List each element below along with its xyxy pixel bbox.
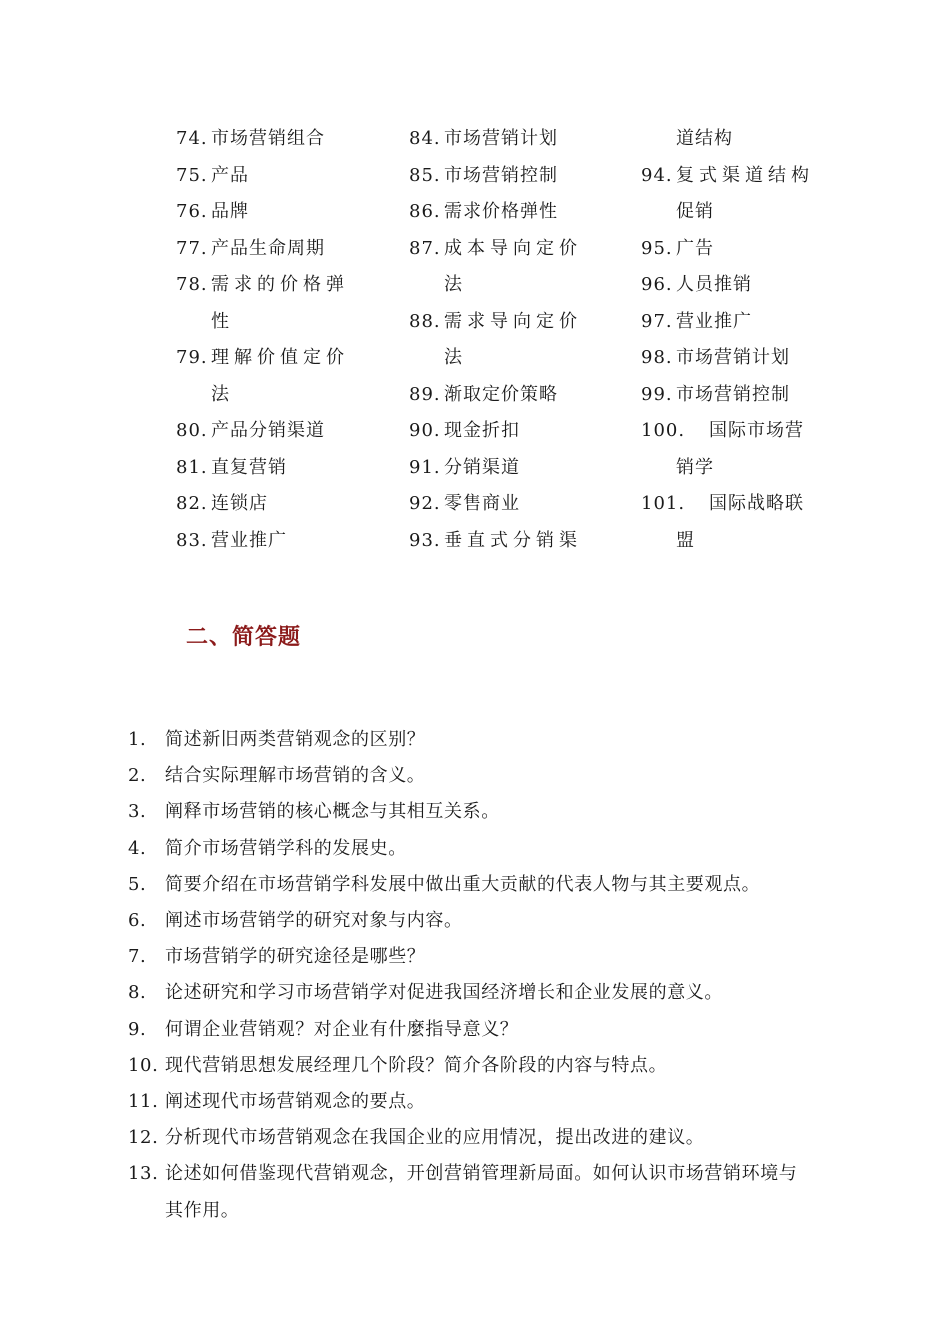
term-continuation bbox=[176, 377, 376, 414]
term-continuation bbox=[176, 304, 376, 341]
term-item bbox=[409, 523, 599, 560]
term-number: 96. bbox=[641, 274, 673, 295]
term-text: 市场营销计划 bbox=[444, 128, 558, 149]
term-text: 复式渠道结构 bbox=[676, 164, 814, 186]
term-item bbox=[641, 413, 841, 450]
term-number: 95. bbox=[641, 237, 673, 259]
term-item bbox=[641, 231, 841, 268]
question-number: 8. bbox=[128, 982, 147, 1004]
term-item bbox=[409, 231, 599, 268]
question-number: 10. bbox=[128, 1054, 159, 1076]
term-text: 连锁店 bbox=[211, 493, 268, 514]
question-text: 论述研究和学习市场营销学对促进我国经济增长和企业发展的意义。 bbox=[165, 982, 723, 1004]
term-item bbox=[409, 194, 599, 231]
question-number: 1. bbox=[128, 729, 147, 750]
question-text: 何谓企业营销观？对企业有什麼指导意义？ bbox=[165, 1018, 519, 1040]
question-item bbox=[128, 722, 828, 758]
term-number: 74. bbox=[176, 128, 208, 149]
term-text: 现金折扣 bbox=[444, 420, 520, 441]
term-number: 83. bbox=[176, 529, 208, 551]
term-text: 市场营销计划 bbox=[676, 347, 790, 368]
term-text: 产品 bbox=[211, 164, 249, 186]
term-continuation bbox=[409, 340, 599, 377]
term-text-continued: 道结构 bbox=[676, 128, 733, 149]
term-item bbox=[409, 450, 599, 487]
term-item bbox=[641, 340, 841, 377]
term-number: 80. bbox=[176, 420, 208, 441]
term-text: 需求价格弹性 bbox=[444, 201, 558, 222]
question-item bbox=[128, 1012, 828, 1048]
term-item bbox=[641, 267, 841, 304]
question-item bbox=[128, 867, 828, 903]
term-text-continued: 法 bbox=[444, 347, 463, 368]
term-number: 84. bbox=[409, 128, 441, 149]
term-item bbox=[641, 377, 841, 414]
term-number: 89. bbox=[409, 383, 441, 405]
term-continuation bbox=[409, 267, 599, 304]
term-text-continued: 性 bbox=[211, 310, 230, 332]
term-item bbox=[641, 304, 841, 341]
term-text: 营业推广 bbox=[211, 529, 287, 551]
term-continuation bbox=[641, 523, 841, 560]
term-item bbox=[176, 231, 376, 268]
question-text: 简要介绍在市场营销学科发展中做出重大贡献的代表人物与其主要观点。 bbox=[165, 873, 761, 895]
term-item bbox=[409, 486, 599, 523]
term-text: 需求导向定价 bbox=[444, 310, 582, 332]
term-item bbox=[176, 340, 376, 377]
section-heading: 二、简答题 bbox=[186, 625, 302, 650]
question-number: 13. bbox=[128, 1163, 159, 1185]
term-text: 产品生命周期 bbox=[211, 237, 325, 259]
question-number: 3. bbox=[128, 801, 147, 823]
term-continuation bbox=[641, 121, 841, 158]
term-number: 98. bbox=[641, 347, 673, 368]
term-text-continued: 促销 bbox=[676, 201, 714, 222]
term-item bbox=[409, 377, 599, 414]
term-text-continued: 盟 bbox=[676, 529, 695, 551]
term-text: 市场营销组合 bbox=[211, 128, 325, 149]
term-text: 成本导向定价 bbox=[444, 237, 582, 259]
term-number: 75. bbox=[176, 164, 208, 186]
terms-column-3 bbox=[641, 121, 841, 559]
term-item bbox=[176, 450, 376, 487]
question-list bbox=[128, 722, 828, 1229]
term-text: 品牌 bbox=[211, 201, 249, 222]
term-text-continued: 销学 bbox=[676, 456, 714, 478]
term-number: 76. bbox=[176, 201, 208, 222]
term-item bbox=[176, 486, 376, 523]
question-number: 6. bbox=[128, 910, 147, 932]
question-text: 现代营销思想发展经理几个阶段？简介各阶段的内容与特点。 bbox=[165, 1054, 668, 1076]
question-item bbox=[128, 758, 828, 794]
question-item bbox=[128, 1156, 828, 1228]
term-number: 93. bbox=[409, 529, 441, 551]
question-text: 阐述市场营销学的研究对象与内容。 bbox=[165, 910, 463, 932]
question-item bbox=[128, 1048, 828, 1084]
question-item bbox=[128, 831, 828, 867]
question-item bbox=[128, 1120, 828, 1156]
term-item bbox=[176, 194, 376, 231]
term-number: 100. bbox=[641, 420, 686, 441]
question-number: 12. bbox=[128, 1127, 159, 1149]
question-number: 9. bbox=[128, 1018, 147, 1040]
term-text: 市场营销控制 bbox=[676, 383, 790, 405]
term-number: 87. bbox=[409, 237, 441, 259]
question-item bbox=[128, 975, 828, 1011]
terms-column-2 bbox=[409, 121, 599, 559]
term-text: 人员推销 bbox=[676, 274, 752, 295]
question-text: 结合实际理解市场营销的含义。 bbox=[165, 765, 426, 787]
term-number: 94. bbox=[641, 164, 673, 186]
question-number: 5. bbox=[128, 873, 147, 895]
term-text: 渐取定价策略 bbox=[444, 383, 558, 405]
term-number: 85. bbox=[409, 164, 441, 186]
term-number: 99. bbox=[641, 383, 673, 405]
term-item bbox=[176, 523, 376, 560]
question-text: 阐述现代市场营销观念的要点。 bbox=[165, 1091, 426, 1113]
term-text: 零售商业 bbox=[444, 493, 520, 514]
question-number: 4. bbox=[128, 837, 147, 859]
question-text: 论述如何借鉴现代营销观念，开创营销管理新局面。如何认识市场营销环境与其作用。 bbox=[165, 1163, 798, 1221]
term-text: 分销渠道 bbox=[444, 456, 520, 478]
term-text: 直复营销 bbox=[211, 456, 287, 478]
term-text-continued: 法 bbox=[211, 383, 230, 405]
term-text: 营业推广 bbox=[676, 310, 752, 332]
term-number: 77. bbox=[176, 237, 208, 259]
term-item bbox=[641, 158, 841, 195]
question-item bbox=[128, 903, 828, 939]
term-number: 81. bbox=[176, 456, 208, 478]
term-item bbox=[176, 158, 376, 195]
question-number: 2. bbox=[128, 765, 147, 787]
term-number: 79. bbox=[176, 347, 208, 368]
question-text: 市场营销学的研究途径是哪些？ bbox=[165, 946, 426, 968]
term-text: 市场营销控制 bbox=[444, 164, 558, 186]
term-item bbox=[409, 121, 599, 158]
question-text: 阐释市场营销的核心概念与其相互关系。 bbox=[165, 801, 500, 823]
term-item bbox=[409, 304, 599, 341]
term-number: 101. bbox=[641, 493, 686, 514]
term-number: 91. bbox=[409, 456, 441, 478]
question-text: 简介市场营销学科的发展史。 bbox=[165, 837, 407, 859]
term-item bbox=[409, 158, 599, 195]
term-item bbox=[176, 413, 376, 450]
term-number: 82. bbox=[176, 493, 208, 514]
terms-column-1 bbox=[176, 121, 376, 559]
question-number: 11. bbox=[128, 1091, 159, 1113]
question-text: 简述新旧两类营销观念的区别？ bbox=[165, 729, 426, 750]
term-number: 92. bbox=[409, 493, 441, 514]
term-number: 86. bbox=[409, 201, 441, 222]
term-text: 垂直式分销渠 bbox=[444, 529, 582, 551]
term-item bbox=[176, 267, 376, 304]
question-item bbox=[128, 1084, 828, 1120]
term-item bbox=[641, 486, 841, 523]
term-text: 国际市场营 bbox=[709, 420, 804, 441]
term-number: 88. bbox=[409, 310, 441, 332]
term-continuation bbox=[641, 450, 841, 487]
term-item bbox=[176, 121, 376, 158]
question-item bbox=[128, 794, 828, 830]
term-continuation bbox=[641, 194, 841, 231]
question-number: 7. bbox=[128, 946, 147, 968]
term-text: 产品分销渠道 bbox=[211, 420, 325, 441]
term-text: 国际战略联 bbox=[709, 493, 804, 514]
term-number: 78. bbox=[176, 274, 208, 295]
question-text: 分析现代市场营销观念在我国企业的应用情况，提出改进的建议。 bbox=[165, 1127, 705, 1149]
question-item bbox=[128, 939, 828, 975]
term-text-continued: 法 bbox=[444, 274, 463, 295]
term-number: 97. bbox=[641, 310, 673, 332]
term-text: 广告 bbox=[676, 237, 714, 259]
term-number: 90. bbox=[409, 420, 441, 441]
term-text: 需求的价格弹 bbox=[211, 274, 349, 295]
term-item bbox=[409, 413, 599, 450]
term-text: 理解价值定价 bbox=[211, 347, 349, 368]
